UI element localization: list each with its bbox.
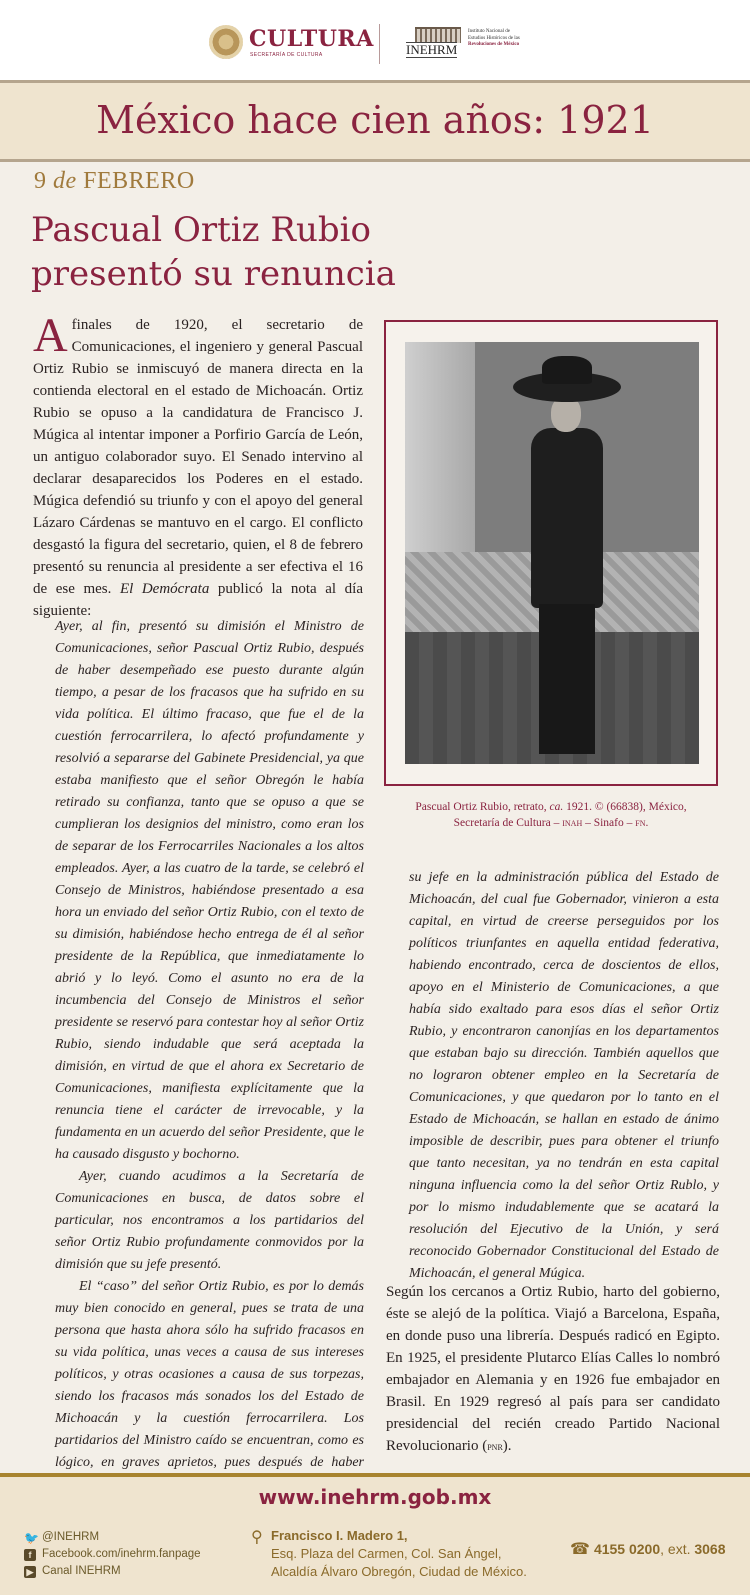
caption-circa: ca. xyxy=(549,801,564,813)
newspaper-name: El Demócrata xyxy=(119,581,210,597)
caption-text-d: – Sinafo – xyxy=(582,817,636,829)
caption-line-1 xyxy=(384,800,718,815)
footer xyxy=(0,1473,750,1595)
phone-block[interactable] xyxy=(570,1539,726,1559)
date-de: de xyxy=(53,168,77,194)
inehrm-wordmark: INEHRM xyxy=(406,42,458,57)
facebook-icon: f xyxy=(24,1549,36,1561)
intro-paragraph xyxy=(33,309,363,622)
intro-text: finales de 1920, el secretario de Comunicaciones, el ingeniero y general Pascual Ortiz Rubio se inmiscuyó de manera directa en la contienda electoral en el estado de Michoacán. Ortiz Rubio se opuso a la candidatura de Francisco J. Múgica al intentar imponer a Porfirio García de León, un antiguo colaborador suyo. El Senado intervino al declarar desaparecidos los Poderes en el estado. Múgica defendió su triunfo y con el apoyo del general Lázaro Cárdenas se mantuvo en el cargo. El conflicto desgastó la figura del secretario, quien, el 8 de febrero presentó su renuncia al presidente a ser efectiva el 16 de ese mes. xyxy=(33,317,363,597)
quote-column-right xyxy=(409,867,719,1285)
facebook-link[interactable] xyxy=(24,1546,201,1563)
bird-icon: 🐦 xyxy=(24,1530,39,1545)
caption-text-e: . xyxy=(645,817,649,829)
social-links xyxy=(24,1529,201,1580)
inehrm-logo[interactable] xyxy=(406,27,546,61)
caption-text-a: Pascual Ortiz Rubio, retrato, xyxy=(415,801,550,813)
photo-caption xyxy=(384,800,718,831)
phone-ext: 3068 xyxy=(694,1541,726,1557)
closing-end: ). xyxy=(502,1438,512,1454)
closing-abbr: pnr xyxy=(487,1439,503,1453)
facebook-url: Facebook.com/inehrm.fanpage xyxy=(42,1548,201,1560)
closing-paragraph xyxy=(386,1281,720,1457)
header xyxy=(0,0,750,80)
quote-paragraph-1: Ayer, al fin, presentó su dimisión el Ministro de Comunicaciones, señor Pascual Ortiz Rubio, después de haber desempeñado ese puesto durante algún tiempo, a pesar de los fracasos que ha sufrido en su vida política. El último fracaso, que fue el de la cuestión ferrocarrilera, lo afectó profundamente y resolvió a separarse del Gabinete Presidencial, ya que estaba manifiesto que el señor Obregón le había retirado su confianza, tanto que se opuso a que se cumplieran los designios del ministro, como eran los de separar de los Ferrocarriles Nacionales a los altos empleados. Ayer, a las cuatro de la tarde, se celebró el Consejo de Ministros, habiéndose presentado a esa hora un enviado del señor Ortiz Rubio, con el texto de su dimisión, habiéndose hecho entrega de él al señor presidente de la República, que inmediatamente lo abrió y lo leyó. Como el asunto no era de la incumbencia del Consejo de Ministros el señor presidente se reservó para contestar hoy al señor Ortiz Rubio, siendo indudable que será aceptada la dimisión, en virtud de que el ahora ex Secretario de Comunicaciones, manifiesta explícitamente que la renuncia tiene el carácter de irrevocable, y la fundamenta en un acuerdo del señor Presidente, que le ha causado disgusto y bochorno. xyxy=(55,619,364,1162)
portrait-frame xyxy=(384,320,718,786)
caption-inah: inah xyxy=(562,815,583,829)
phone-ext-label: , ext. xyxy=(660,1541,695,1557)
date-month: FEBRERO xyxy=(83,168,195,194)
phone-main: 4155 0200 xyxy=(593,1541,661,1557)
photo-sombrero-crown xyxy=(542,356,592,384)
youtube-icon: ▶ xyxy=(24,1566,36,1578)
portrait-photo[interactable] xyxy=(405,342,699,764)
quote-column-left xyxy=(55,616,364,1496)
cultura-subtitle: SECRETARÍA DE CULTURA xyxy=(250,52,323,58)
address-line-3: Alcaldía Álvaro Obregón, Ciudad de México. xyxy=(271,1564,527,1579)
inehrm-line-1: Instituto Nacional de xyxy=(468,29,510,34)
photo-figure-body xyxy=(531,428,603,608)
drop-cap: A xyxy=(33,309,68,362)
quote-paragraph-3: El “caso” del señor Ortiz Rubio, es por lo demás muy bien conocido en general, pues se trata de una persona que hasta ahora sólo ha sufrido fracasos en su vida política, unas veces a causa de sus intereses políticos, y otras ocasiones a causa de sus torpezas, siendo los fracasos más sonados los del Estado de Michoacán y la cuestión ferrocarrilera. Los partidarios del Ministro caído se encuentran, como es lógico, en graves aprietos, pues después de haber xyxy=(55,1279,364,1470)
address-line-1: Francisco I. Madero 1, xyxy=(271,1528,408,1543)
closing-text: Según los cercanos a Ortiz Rubio, harto del gobierno, éste se alejó de la política. Viajó a Barcelona, España, en donde puso una librería. Después radicó en Egipto. En 1925, el presidente Plutarco Elías Calles lo nombró embajador en Alemania y en 1926 fue embajador en Brasil. En 1929 regresó al país para ser candidato presidencial del recién creado Partido Nacional Revolucionario ( xyxy=(386,1284,720,1454)
photo-figure-legs xyxy=(539,604,595,754)
phone-icon: ☎ xyxy=(570,1541,590,1558)
caption-line-2 xyxy=(384,815,718,831)
caption-text-c: Secretaría de Cultura – xyxy=(453,817,563,829)
address-line-2: Esq. Plaza del Carmen, Col. San Ángel, xyxy=(271,1546,502,1561)
inehrm-full-name xyxy=(468,29,558,49)
cultura-wordmark: CULTURA xyxy=(249,26,374,52)
building-icon xyxy=(415,27,461,43)
inehrm-line-3: Revoluciones de México xyxy=(468,42,520,47)
date-day: 9 xyxy=(34,168,47,194)
date-line xyxy=(34,168,195,195)
twitter-link[interactable] xyxy=(24,1529,201,1546)
youtube-link[interactable] xyxy=(24,1563,201,1580)
youtube-channel: Canal INEHRM xyxy=(42,1565,121,1577)
series-title: México hace cien años: 1921 xyxy=(96,98,654,142)
twitter-handle: @INEHRM xyxy=(42,1531,100,1543)
header-divider xyxy=(379,24,380,64)
intro-text-end: publicó la nota al día siguiente: xyxy=(33,581,363,619)
address-block xyxy=(251,1527,527,1581)
headline: Pascual Ortiz Rubio presentó su renuncia xyxy=(31,210,396,294)
website-link[interactable]: www.inehrm.gob.mx xyxy=(258,1485,492,1509)
map-pin-icon: ⚲ xyxy=(251,1529,263,1546)
national-seal-icon xyxy=(209,25,243,59)
caption-fn: fn xyxy=(635,815,646,829)
quote-paragraph-4: su jefe en la administración pública del Estado de Michoacán, del cual fue Gobernador, vinieron a esta capital, en virtud de creerse perseguidos por los políticos triunfantes en aquella entidad federativa, habiendo encontrado, cerca de doscientos de ellos, apoyo en el Ministerio de Comunicaciones, a que había sido exaltado para esos días el señor Ortiz Rubio, y encontraron canonjías en los departamentos que estaban bajo su dirección. También aquellos que no lograron obtener empleo en la Secretaría de Comunicaciones, y que quedaron por lo tanto en el Estado de Michoacán, se hallan en estado de ánimo imposible de describir, pues para obtener el triunfo que tanto necesitan, ya no tendrán en esta capital ninguna influencia como la del señor Ortiz Rublo, y por lo mismo indudablemente que se acatará la resolución del Ejecutivo de la Unión, y será reconocido Gobernador Constitucional del Estado de Michoacán, el general Múgica. xyxy=(409,870,719,1281)
inehrm-line-2: Estudios Históricos de las xyxy=(468,35,520,41)
caption-text-b: 1921. © (66838), México, xyxy=(563,801,687,813)
quote-paragraph-2: Ayer, cuando acudimos a la Secretaría de Comunicaciones en busca, de datos sobre el particular, nos encontramos a los partidarios del señor Ortiz Rubio profundamente conmovidos por la dimisión que su jefe presentó. xyxy=(55,1169,364,1272)
title-band xyxy=(0,80,750,162)
